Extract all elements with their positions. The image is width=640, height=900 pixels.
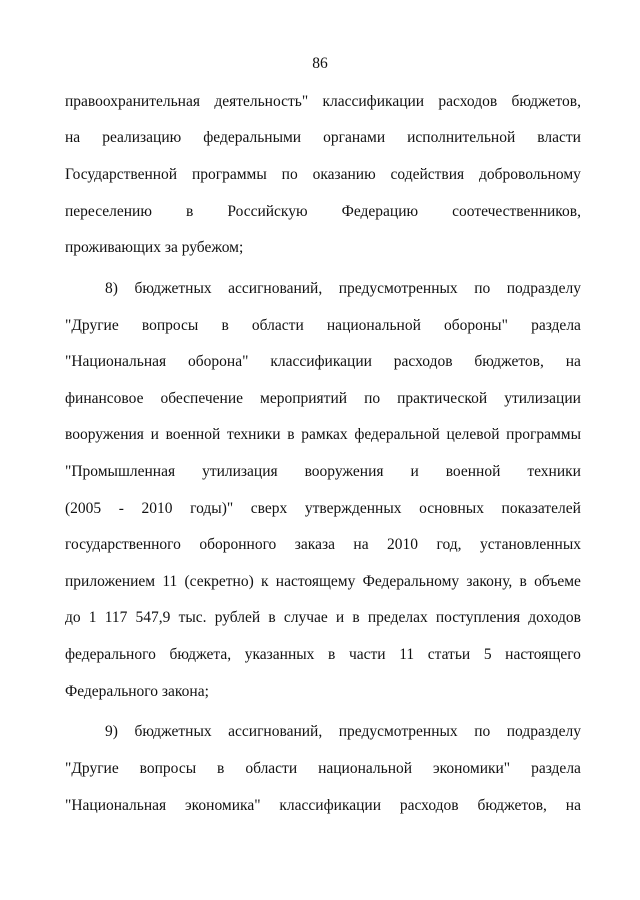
word: Федерацию xyxy=(341,203,419,220)
word: рамках xyxy=(301,426,348,443)
word: вопросы xyxy=(139,760,197,777)
text-line xyxy=(105,279,581,299)
word: приложением xyxy=(65,573,156,590)
word: 2010 xyxy=(141,500,173,517)
word: бюджетов, xyxy=(477,797,547,814)
word: классификации xyxy=(279,797,382,814)
word: федеральной xyxy=(354,426,440,443)
text-line xyxy=(65,389,581,409)
word: 5 xyxy=(483,646,492,663)
word: в xyxy=(221,317,229,334)
word: Российскую xyxy=(227,203,308,220)
word: заказа xyxy=(294,536,335,553)
word: экономика" xyxy=(185,797,261,814)
word: расходов xyxy=(393,353,453,370)
word: военной xyxy=(165,426,221,443)
word: указанных xyxy=(244,646,315,663)
word: годы)" xyxy=(190,500,234,517)
word: добровольному xyxy=(479,166,581,183)
word: программы xyxy=(506,426,581,443)
word: программы xyxy=(191,166,267,183)
word: обороны" xyxy=(444,317,508,334)
word: "Другие xyxy=(65,760,119,777)
word: случае xyxy=(283,609,328,626)
word: основных xyxy=(419,500,484,517)
word: - xyxy=(118,500,124,517)
word: бюджетов, xyxy=(511,93,581,110)
word: государственного xyxy=(65,536,181,553)
word: 8) xyxy=(105,280,118,297)
text-line xyxy=(65,425,581,445)
word: расходов xyxy=(399,797,459,814)
word: "Другие xyxy=(65,317,119,334)
text-line xyxy=(65,796,581,816)
word: до xyxy=(65,609,81,626)
word: расходов xyxy=(438,93,498,110)
word: и xyxy=(150,426,159,443)
word: "Промышленная xyxy=(65,463,176,480)
word: "Национальная xyxy=(65,797,167,814)
word: по xyxy=(281,166,298,183)
word: национальной xyxy=(318,760,413,777)
word: Федеральному xyxy=(362,573,460,590)
word: в xyxy=(519,573,527,590)
word: финансовое xyxy=(65,390,144,407)
word: утилизации xyxy=(504,390,581,407)
word: предусмотренных xyxy=(338,723,458,740)
word: практической xyxy=(397,390,488,407)
word: утилизация xyxy=(202,463,278,480)
text-line xyxy=(65,202,581,222)
word: ассигнований, xyxy=(228,723,323,740)
text-line xyxy=(105,722,581,742)
word: год, xyxy=(436,536,462,553)
word: в xyxy=(268,609,276,626)
word: экономики" xyxy=(432,760,511,777)
text-line xyxy=(65,352,581,372)
word: (секретно) xyxy=(184,573,254,590)
word: настоящему xyxy=(275,573,356,590)
word: поступления xyxy=(435,609,521,626)
word: по xyxy=(474,723,491,740)
word: бюджетов, xyxy=(474,353,544,370)
word: вооружения xyxy=(65,426,144,443)
word: оборонного xyxy=(199,536,277,553)
word: раздела xyxy=(531,317,581,334)
word: на xyxy=(565,353,581,370)
word: по xyxy=(474,280,491,297)
word: раздела xyxy=(531,760,581,777)
word: переселению xyxy=(65,203,152,220)
word: обеспечение xyxy=(160,390,243,407)
word: в xyxy=(352,609,360,626)
word: на xyxy=(353,536,369,553)
word: тыс. xyxy=(178,609,207,626)
word: и xyxy=(410,463,419,480)
text-line xyxy=(65,645,581,665)
word: закону, xyxy=(466,573,513,590)
word: установленных xyxy=(480,536,581,553)
text-line xyxy=(65,759,581,779)
word: федерального xyxy=(65,646,156,663)
word: военной xyxy=(445,463,501,480)
word: в xyxy=(217,760,225,777)
word: соотечественников, xyxy=(452,203,581,220)
word: на xyxy=(565,797,581,814)
word: на xyxy=(65,129,81,146)
word: к xyxy=(261,573,269,590)
word: настоящего xyxy=(505,646,581,663)
word: рублей xyxy=(214,609,261,626)
word: области xyxy=(245,760,298,777)
word: содействия xyxy=(390,166,465,183)
word: в xyxy=(328,646,336,663)
word: оказанию xyxy=(312,166,376,183)
word: техники xyxy=(226,426,281,443)
word: классификации xyxy=(270,353,372,370)
word: бюджетных xyxy=(134,723,212,740)
word: показателей xyxy=(501,500,581,517)
word: 2010 xyxy=(387,536,419,553)
word: классификации xyxy=(322,93,425,110)
word: органами xyxy=(323,129,386,146)
word: доходов xyxy=(528,609,581,626)
word: утвержденных xyxy=(304,500,402,517)
word: вопросы xyxy=(141,317,199,334)
word: ассигнований, xyxy=(228,280,323,297)
text-line xyxy=(65,608,581,628)
word: в xyxy=(287,426,295,443)
text-line xyxy=(65,316,581,336)
word: оборона" xyxy=(188,353,249,370)
word: бюджета, xyxy=(169,646,232,663)
word: подразделу xyxy=(506,280,581,297)
word: мероприятий xyxy=(260,390,348,407)
word: техники xyxy=(527,463,581,480)
word: предусмотренных xyxy=(338,280,458,297)
text-line xyxy=(65,499,581,519)
word: области xyxy=(251,317,304,334)
text-line xyxy=(65,572,581,592)
word: "Национальная xyxy=(65,353,167,370)
word: деятельность" xyxy=(214,93,309,110)
text-line xyxy=(65,92,581,112)
word: федеральными xyxy=(203,129,302,146)
word: исполнительной xyxy=(407,129,516,146)
word: части xyxy=(348,646,386,663)
text-line xyxy=(65,165,581,185)
page-number: 86 xyxy=(312,55,328,72)
word: 11 xyxy=(162,573,178,590)
word: (2005 xyxy=(65,500,102,517)
text-line xyxy=(65,462,581,482)
word: бюджетных xyxy=(134,280,212,297)
word: 1 xyxy=(88,609,97,626)
text-line xyxy=(65,535,581,555)
word: в xyxy=(185,203,194,220)
word: 9) xyxy=(105,723,118,740)
word: реализацию xyxy=(102,129,182,146)
word: 11 xyxy=(399,646,415,663)
word: 117 xyxy=(104,609,128,626)
word: правоохранительная xyxy=(65,93,200,110)
word: и xyxy=(335,609,345,626)
word: Государственной xyxy=(65,166,178,183)
word: подразделу xyxy=(506,723,581,740)
word: пределах xyxy=(367,609,428,626)
word: национальной xyxy=(326,317,421,334)
text-line: Федерального закона; xyxy=(65,683,209,700)
word: статьи xyxy=(427,646,471,663)
word: объеме xyxy=(534,573,581,590)
word: по xyxy=(364,390,381,407)
word: власти xyxy=(537,129,581,146)
word: сверх xyxy=(250,500,288,517)
word: 547,9 xyxy=(135,609,171,626)
word: вооружения xyxy=(304,463,384,480)
text-line: проживающих за рубежом; xyxy=(65,239,244,256)
text-line xyxy=(65,128,581,148)
word: целевой xyxy=(446,426,500,443)
